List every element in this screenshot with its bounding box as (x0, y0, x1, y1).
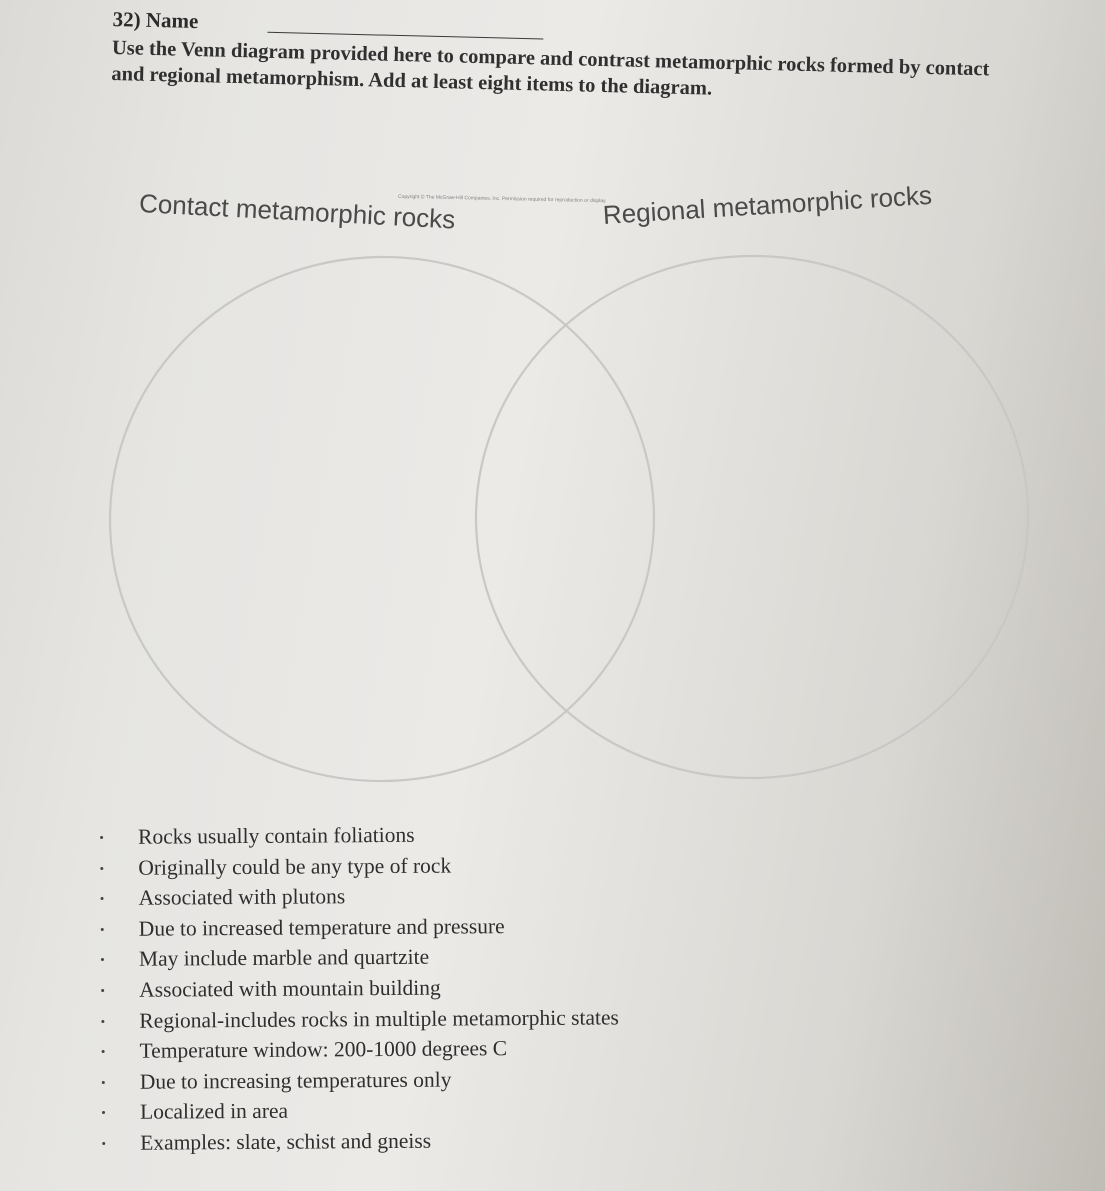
list-item[interactable]: Due to increased temperature and pressure (101, 909, 801, 944)
bullet-dot (101, 928, 104, 931)
bullet-dot (101, 1020, 104, 1023)
bullet-dot (101, 958, 104, 961)
venn-circle-regional[interactable] (467, 247, 1037, 788)
list-item[interactable]: May include marble and quartzite (101, 939, 801, 974)
bullet-dot (100, 867, 103, 870)
bullet-dot (101, 989, 104, 992)
list-item[interactable]: Originally could be any type of rock (100, 848, 800, 883)
bullet-dot (102, 1081, 105, 1084)
bullet-dot (102, 1111, 105, 1114)
bullet-dot (102, 1050, 105, 1053)
bullet-dot (101, 897, 104, 900)
bullet-dot (102, 1142, 105, 1145)
instructions-text: Use the Venn diagram provided here to compare and contrast metamorphic rocks formed by contact and regional metamorphism. Add at least eight items to the diagram. (111, 36, 990, 100)
list-item[interactable]: Associated with plutons (100, 878, 800, 913)
list-item[interactable]: Examples: slate, schist and gneiss (102, 1123, 802, 1158)
list-item[interactable]: Regional-includes rocks in multiple metamorphic states (101, 1001, 801, 1036)
list-item[interactable]: Rocks usually contain foliations (100, 817, 800, 852)
list-item[interactable]: Due to increasing temperatures only (102, 1062, 802, 1097)
copyright-watermark: Copyright © The McGraw-Hill Companies, Inc. Permission required for reproduction or display. (397, 193, 607, 205)
list-item[interactable]: Associated with mountain building (101, 970, 801, 1005)
list-item[interactable]: Temperature window: 200-1000 degrees C (101, 1031, 801, 1066)
venn-right-label: Regional metamorphic rocks (602, 179, 933, 230)
question-label: 32) Name (112, 6, 199, 34)
bullet-dot (100, 836, 103, 839)
answer-bank-list (100, 817, 802, 1158)
list-item[interactable]: Localized in area (102, 1092, 802, 1127)
venn-left-label: Contact metamorphic rocks (138, 188, 457, 235)
venn-circle-contact[interactable] (97, 243, 668, 795)
